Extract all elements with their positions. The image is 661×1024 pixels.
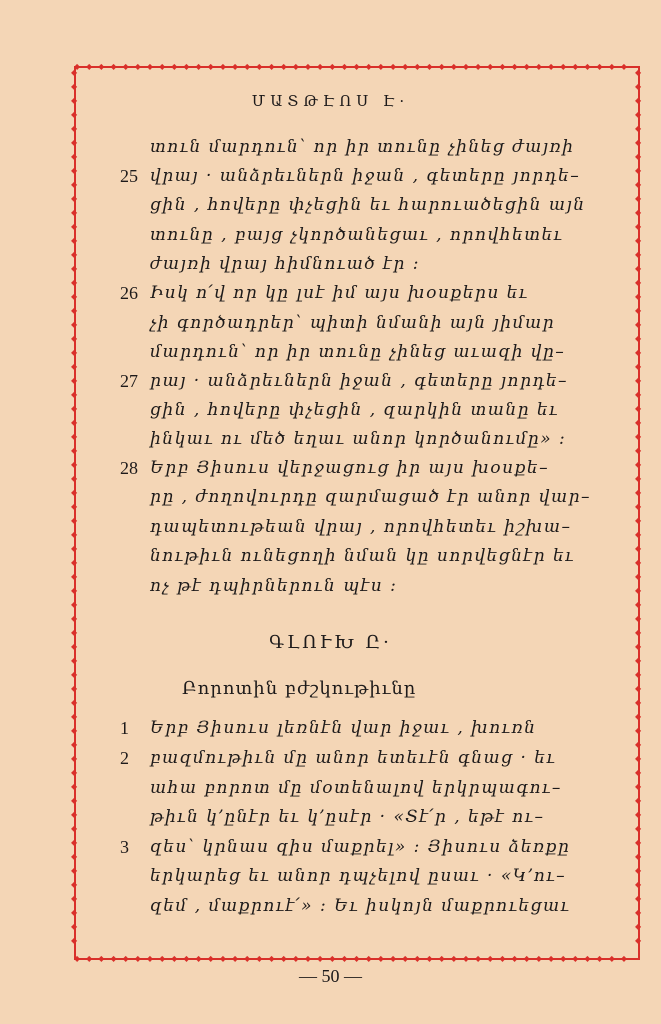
border-ornament-top: ◆◆◆◆◆◆◆◆◆◆◆◆◆◆◆◆◆◆◆◆◆◆◆◆◆◆◆◆◆◆◆◆◆◆◆◆◆◆◆◆◆◆◆◆◆◆ [74,63,634,71]
text-line: ցին , հովերը փչեցին , զարկին տանը եւ [150,400,559,420]
verse-number: 2 [120,748,129,768]
verse-number: 26 [120,283,138,303]
running-head: ՄԱՏԹԷՈՍ Է· [251,92,410,110]
text-line: Իսկ ո՛վ որ կը լսէ իմ այս խօսքերս եւ [150,283,529,303]
text-line: րայ · անձրեւներն իջան , գետերը յորդե– [150,371,569,391]
page-number: — 50 — [299,966,362,986]
border-ornament-left: ◆◆◆◆◆◆◆◆◆◆◆◆◆◆◆◆◆◆◆◆◆◆◆◆◆◆◆◆◆◆◆◆◆◆◆◆◆◆◆◆◆◆◆◆◆◆◆◆◆◆◆◆◆◆◆◆◆◆◆◆◆◆◆ [71,68,78,945]
text-line: րը , ժողովուրդը զարմացած էր անոր վար– [150,487,592,507]
text-line: ժայռի վրայ հիմնուած էր : [150,254,420,274]
text-line: մարդուն՝ որ իր տունը չինեց աւազի վը– [150,342,566,362]
verse-number: 3 [120,837,129,857]
text-line: երկարեց եւ անոր դպչելով ըսաւ · «Կ՚ու– [150,866,567,886]
text-line: թիւն կ՚ընէր եւ կ՚ըսէր · «Տէ՛ր , եթէ ու– [150,807,545,827]
text-line: Երբ Յիսուս լեռնէն վար իջաւ , խուռն [150,718,537,738]
text-line: ահա բորոտ մը մօտենալով երկրպագու– [150,778,562,798]
verse-number: 28 [120,458,138,478]
verse-number: 1 [120,718,129,738]
text-line: նութիւն ունեցողի նման կը սորվեցնէր եւ [150,546,575,566]
text-line: չի գործադրեր՝ պիտի նմանի այն յիմար [150,313,556,333]
chapter-heading: ԳԼՈՒԽ Ը· [269,632,392,653]
text-line: ոչ թէ դպիրներուն պէս : [150,576,398,596]
text-line: դապետութեան վրայ , որովհետեւ իշխա– [150,517,572,537]
text-line: բազմութիւն մը անոր ետեւէն գնաց · եւ [150,748,557,768]
verse-number: 27 [120,371,138,391]
border-ornament-bottom: ◆◆◆◆◆◆◆◆◆◆◆◆◆◆◆◆◆◆◆◆◆◆◆◆◆◆◆◆◆◆◆◆◆◆◆◆◆◆◆◆◆◆◆◆◆◆ [74,955,634,963]
text-line: Երբ Յիսուս վերջացուց իր այս խօսքե– [150,458,550,478]
text-line: ինկաւ ու մեծ եղաւ անոր կործանումը» : [150,429,567,449]
text-line: զես՝ կրնաս զիս մաքրել» : Յիսուս ձեռքը [150,837,571,857]
text-line: զեմ , մաքրուէ՛» : Եւ իսկոյն մաքրուեցաւ [150,896,571,916]
text-line: տունը , բայց չկործանեցաւ , որովհետեւ [150,225,564,245]
verse-number: 25 [120,166,138,186]
text-line: տուն մարդուն՝ որ իր տունը չինեց ժայռի [150,137,575,157]
text-line: վրայ · անձրեւներն իջան , գետերը յորդե– [150,166,581,186]
section-title: Բորոտին բժշկութիւնը [182,678,417,699]
text-line: ցին , հովերը փչեցին եւ հարուածեցին այն [150,195,586,215]
border-ornament-right: ◆◆◆◆◆◆◆◆◆◆◆◆◆◆◆◆◆◆◆◆◆◆◆◆◆◆◆◆◆◆◆◆◆◆◆◆◆◆◆◆◆◆◆◆◆◆◆◆◆◆◆◆◆◆◆◆◆◆◆◆◆◆◆ [635,68,642,945]
